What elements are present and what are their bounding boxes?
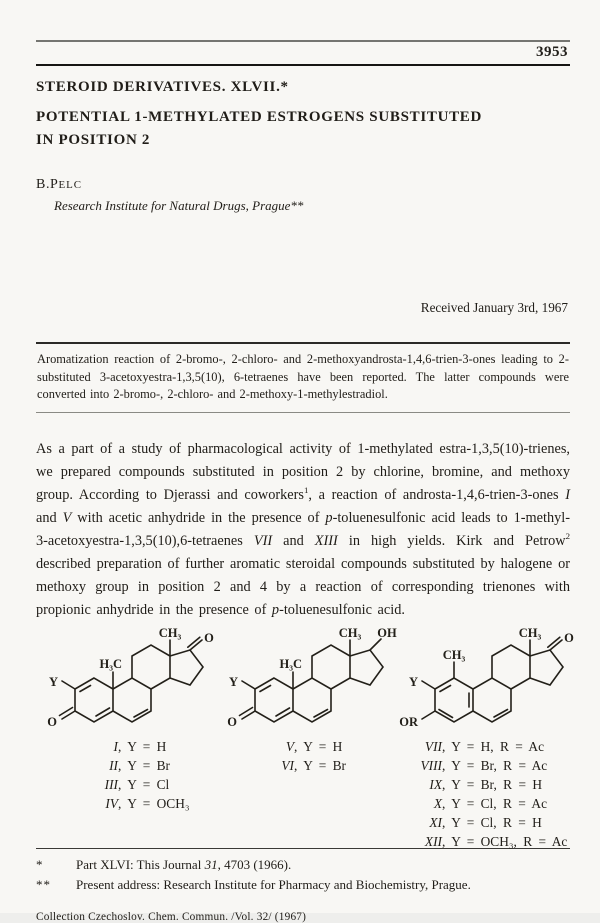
- author-affiliation: Research Institute for Natural Drugs, Prague**: [54, 198, 304, 213]
- steroid-skeleton: [75, 645, 203, 722]
- compound-label: VII, Y = H, R = Ac: [424, 738, 545, 754]
- abstract-text: Aromatization reaction of 2-bromo-, 2-chloro- and 2-methoxyandrosta-1,4,6-trien-3-ones leading to 2-substituted 3-acetoxyestra-1,3,5(10), 6-tetraenes have been reported. The latter compounds were converted into 2-bromo-, 2-chloro- and 2-methoxy-1-methylestradiol.: [37, 352, 569, 402]
- compound-label: IX, Y = Br, R = H: [429, 776, 543, 792]
- abstract-bottom-rule: [36, 412, 570, 413]
- article-title: [36, 106, 570, 152]
- footnotes: [36, 855, 570, 895]
- compound-list-1: [92, 737, 218, 813]
- compound-label: V, Y = H: [285, 738, 343, 754]
- received-date: Received January 3rd, 1967: [420, 300, 568, 315]
- footnote-1: [36, 855, 570, 875]
- footnote-text: Part XLVI: This Journal 31, 4703 (1966).: [76, 856, 292, 872]
- body-paragraph: As a part of a study of pharmacological activity of 1-methylated estra-1,3,5(10)-trienes, we prepared compounds substituted in position 2 by chlorine, bromine, and methoxy group. According to Djerassi and coworkers$^1$, a reaction of androsta-1,4,6-trien-3-ones I and V with acetic anhydride in the presence of p-toluenesulfonic acid leads to 1-methyl-3-acetoxyestra-1,3,5(10),6-tetraenes VII and XIII in high yields. Kirk and Petrow$^2$ described preparation of further aromatic steroidal compounds substituted by halogene or methoxy group in position 2 and 4 by a reaction of corresponding trienones with propionic anhydride in the presence of p-toluenesulfonic acid.: [36, 440, 571, 618]
- c17-hydroxy-label: OH: [377, 625, 397, 640]
- compound-label: XI, Y = Cl, R = H: [429, 814, 542, 830]
- c18-methyl-label: CH₃: [158, 625, 182, 640]
- c18-methyl-label: CH₃: [338, 625, 362, 640]
- footnote-text: Present address: Research Institute for Pharmacy and Biochemistry, Prague.: [76, 876, 471, 892]
- c3-oxo-label: O: [47, 714, 57, 729]
- compound-label: VI, Y = Br: [281, 757, 347, 773]
- steroid-skeleton: [255, 645, 383, 722]
- c19-methyl-label: H₃C: [279, 656, 302, 671]
- structures-figure: [36, 625, 574, 849]
- c3-or-label: OR: [399, 714, 418, 729]
- c17-keto-label: O: [204, 630, 214, 645]
- double-bonds: [240, 685, 328, 719]
- top-rule: [36, 40, 570, 42]
- c17-keto-label: O: [564, 630, 574, 645]
- article-title-line1: POTENTIAL 1-METHYLATED ESTROGENS SUBSTITUTED: [36, 109, 483, 125]
- substituent-bonds: [422, 640, 530, 719]
- article-title-line2: IN POSITION 2: [36, 132, 151, 148]
- c1-methyl-label: CH₃: [442, 647, 466, 662]
- footnote-marker: **: [36, 876, 51, 892]
- c18-methyl-label: CH₃: [518, 625, 542, 640]
- compound-label: II, Y = Br: [109, 757, 171, 773]
- compound-label: I, Y = H: [113, 738, 167, 754]
- structure-column-1: [36, 626, 218, 848]
- series-title: STEROID DERIVATIVES. XLVII.*: [36, 79, 289, 95]
- steroid-structure-3: [399, 625, 578, 734]
- compound-list-2: [268, 737, 398, 775]
- structure-column-2: [218, 626, 398, 848]
- c3-oxo-label: O: [227, 714, 237, 729]
- compound-label: IV, Y = OCH₃: [105, 795, 190, 811]
- header-rule: [36, 64, 570, 66]
- y-substituent-label: Y: [408, 674, 418, 689]
- page-number: 3953: [536, 44, 568, 60]
- y-substituent-label: Y: [48, 674, 58, 689]
- steroid-structure-2: [222, 626, 398, 734]
- compound-label: III, Y = Cl: [104, 776, 170, 792]
- compound-list-3: [406, 737, 578, 851]
- author-name: B.PELC: [36, 177, 83, 192]
- structure-column-3: [398, 626, 578, 848]
- footnote-marker: *: [36, 856, 44, 872]
- abstract-block: [36, 342, 570, 413]
- footnote-2: [36, 875, 570, 895]
- y-substituent-label: Y: [228, 674, 238, 689]
- c19-methyl-label: H₃C: [99, 656, 122, 671]
- compound-label: X, Y = Cl, R = Ac: [433, 795, 548, 811]
- compound-label: XII, Y = OCH₃, R = Ac: [424, 833, 568, 849]
- compound-label: VIII, Y = Br, R = Ac: [420, 757, 548, 773]
- journal-footer: Collection Czechoslov. Chem. Commun. /Vol. 32/ (1967): [36, 910, 307, 923]
- steroid-structure-1: [42, 626, 218, 734]
